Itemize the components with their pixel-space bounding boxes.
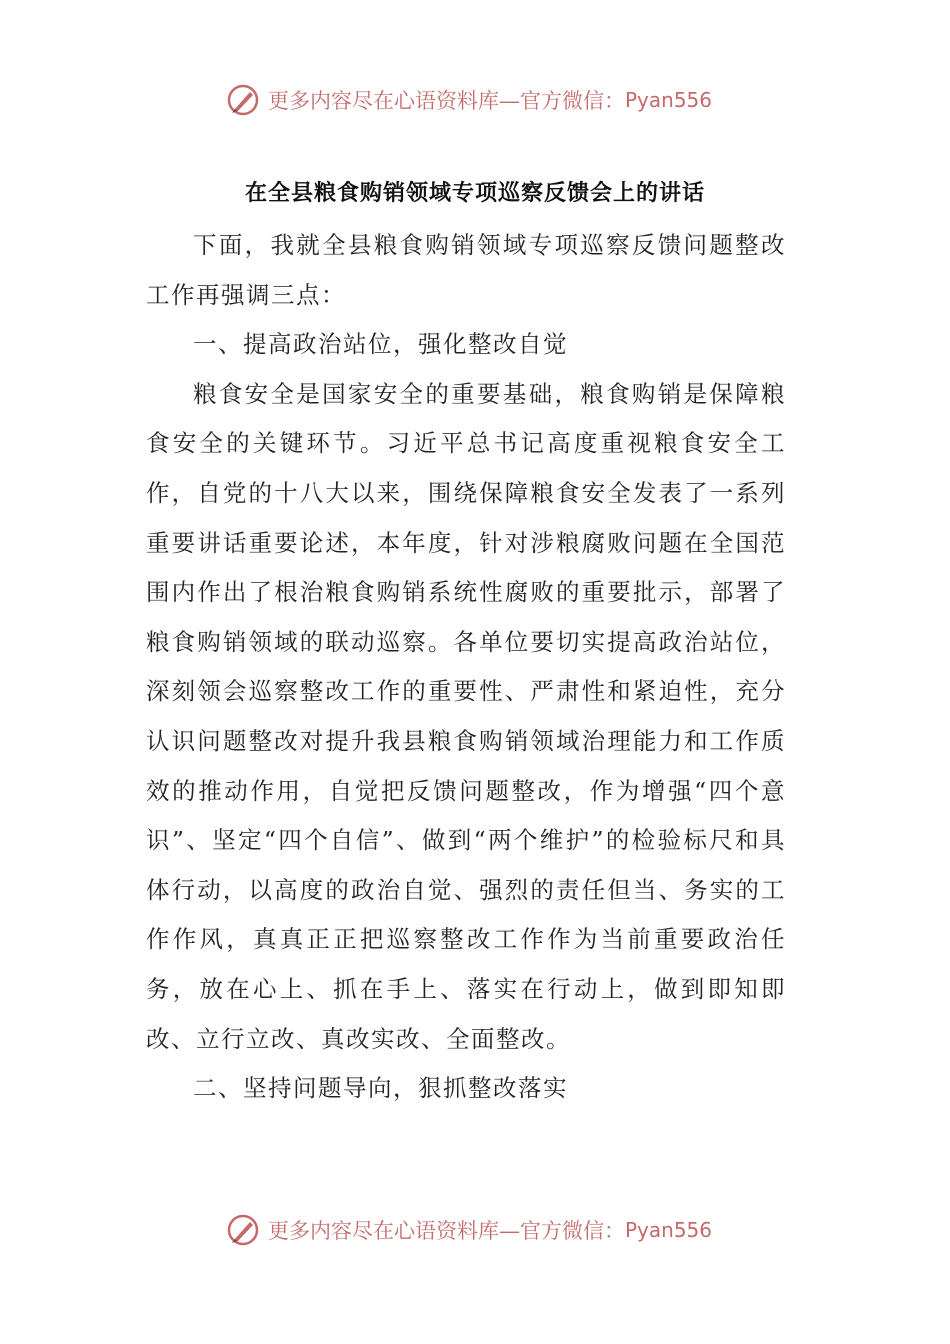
watermark-header — [226, 80, 712, 120]
section-heading-1: 一、提高政治站位，强化整改自觉 — [193, 330, 568, 359]
document-body — [146, 221, 786, 1114]
watermark-footer — [226, 1210, 712, 1250]
pen-logo-icon — [226, 1213, 260, 1247]
intro-paragraph: 下面，我就全县粮食购销领域专项巡察反馈问题整改工作再强调三点： — [146, 231, 786, 309]
pen-logo-icon — [226, 83, 260, 117]
watermark-wechat-id: Pyan556 — [625, 88, 713, 112]
watermark-text: 更多内容尽在心语资料库—官方微信： — [268, 1219, 625, 1243]
document-title: 在全县粮食购销领域专项巡察反馈会上的讲话 — [244, 180, 705, 206]
watermark-text: 更多内容尽在心语资料库—官方微信： — [268, 89, 625, 113]
section-heading-2: 二、坚持问题导向，狠抓整改落实 — [193, 1074, 568, 1103]
body-paragraph: 粮食安全是国家安全的重要基础，粮食购销是保障粮食安全的关键环节。习近平总书记高度重视粮食安全工作，自党的十八大以来，围绕保障粮食安全发表了一系列重要讲话重要论述，本年度，针对涉粮腐败问题在全国范围内作出了根治粮食购销系统性腐败的重要批示，部署了粮食购销领域的联动巡察。各单位要切实提高政治站位，深刻领会巡察整改工作的重要性、严肃性和紧迫性，充分认识问题整改对提升我县粮食购销领域治理能力和工作质效的推动作用，自觉把反馈问题整改，作为增强“四个意识”、坚定“四个自信”、做到“两个维护”的检验标尺和具体行动，以高度的政治自觉、强烈的责任但当、务实的工作作风，真真正正把巡察整改工作作为当前重要政治任务，放在心上、抓在手上、落实在行动上，做到即知即改、立行立改、真改实改、全面整改。 — [146, 379, 786, 1053]
watermark-wechat-id: Pyan556 — [625, 1218, 713, 1242]
